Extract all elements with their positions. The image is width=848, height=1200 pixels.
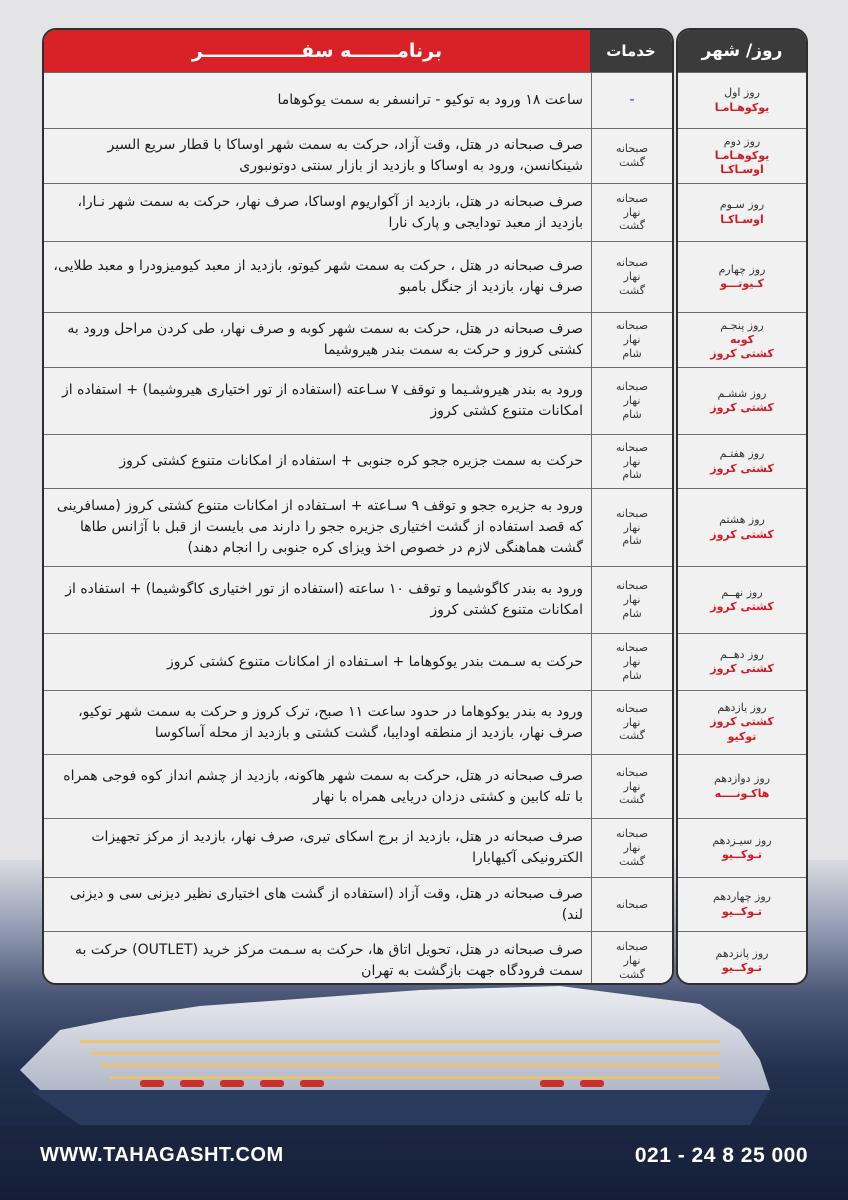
day-city: یوکوهـامـا xyxy=(714,100,770,114)
description-cell xyxy=(44,184,591,241)
day-row xyxy=(678,488,806,566)
phone-number[interactable]: 021 - 24 8 25 000 xyxy=(634,1144,808,1167)
day-row xyxy=(678,312,806,367)
description-cell xyxy=(44,489,591,566)
day-name: روز دوازدهم xyxy=(713,772,771,786)
day-name: روز چهارم xyxy=(718,262,766,276)
day-city: کشتی کروز xyxy=(710,662,774,675)
day-row xyxy=(678,367,806,434)
day-city: تـوکــیو xyxy=(721,848,763,861)
program-row xyxy=(44,367,672,434)
program-row xyxy=(44,72,672,128)
program-row xyxy=(44,633,672,690)
day-city: یوکوهـامـا اوسـاکـا xyxy=(714,148,770,177)
day-city: کوبه کشتی کروز xyxy=(710,332,774,361)
services-cell: صبحانه نهار شام xyxy=(591,634,672,690)
description-cell xyxy=(44,313,591,367)
description-text: صرف صبحانه در هتل، بازدید از آکواریوم اوساکا، صرف نهار، حرکت به سمت شهر نـارا، بازدید از معبد تودایجی و پارک نارا xyxy=(77,193,583,231)
day-row xyxy=(678,931,806,985)
program-row xyxy=(44,488,672,566)
cruise-ship-image xyxy=(0,960,848,1160)
services-cell: - xyxy=(591,73,672,128)
day-name: روز اول xyxy=(724,86,760,100)
day-name: روز سیـزدهم xyxy=(712,833,772,847)
program-header xyxy=(44,30,672,72)
description-cell xyxy=(44,755,591,818)
day-row xyxy=(678,183,806,241)
day-name: روز یازدهم xyxy=(717,701,767,715)
services-cell: صبحانه گشت xyxy=(591,129,672,183)
services-cell: صبحانه نهار گشت xyxy=(591,691,672,754)
services-cell: صبحانه نهار گشت xyxy=(591,755,672,818)
description-cell xyxy=(44,878,591,931)
description-cell xyxy=(44,129,591,183)
description-cell xyxy=(44,567,591,633)
day-row xyxy=(678,434,806,488)
description-text: ورود به بندر کاگوشیما و توقف ۱۰ ساعته (استفاده از تور اختیاری کاگوشیما) + استفاده از امکانات متنوع کشتی کروز xyxy=(65,581,583,618)
description-text: حرکت به سمت جزیره ججو کره جنوبی + استفاده از امکانات متنوع کشتی کروز xyxy=(119,453,583,469)
services-cell: صبحانه xyxy=(591,878,672,931)
day-city: کشتی کروز xyxy=(710,401,774,414)
program-row xyxy=(44,241,672,312)
program-row xyxy=(44,690,672,754)
day-row xyxy=(678,128,806,183)
program-row xyxy=(44,931,672,985)
day-city: کشتی کروز xyxy=(710,527,774,541)
day-row xyxy=(678,241,806,312)
program-table xyxy=(42,28,674,985)
description-text: صرف صبحانه در هتل، حرکت به سمت شهر هاکونه، بازدید از چشم انداز کوه فوجی همراه با تله کابین و کشتی دزدان دریایی همراه با نهار xyxy=(63,767,583,805)
description-cell xyxy=(44,932,591,985)
day-name: روز هفتـم xyxy=(719,447,765,461)
day-name: روز نهــم xyxy=(721,585,763,599)
description-text: صرف صبحانه در هتل، تحویل اتاق ها، حرکت به سـمت مرکز خرید (OUTLET) حرکت به سمت فرودگاه جهت بازگشت به تهران xyxy=(75,942,583,979)
description-text: ورود به جزیره ججو و توقف ۹ سـاعته + اسـتفاده از امکانات متنوع کشتی کروز (مسافرینی که قصد استفاده از گشت اختیاری جزیره ججو را دارند می بایست از قبل با آژانس طاها گشت هماهنگی لازم در خصوص اخذ ویزای کره جنوبی را انجام دهند) xyxy=(56,498,583,556)
description-cell xyxy=(44,435,591,488)
day-name: روز پنجـم xyxy=(720,318,764,332)
description-cell xyxy=(44,73,591,128)
description-cell xyxy=(44,242,591,312)
description-text: ساعت ۱۸ ورود به توکیو - ترانسفر به سمت یوکوهاما xyxy=(277,92,583,108)
day-city: تـوکــیو xyxy=(721,904,763,918)
description-text: صرف صبحانه در هتل، وقت آزاد (استفاده از گشت های اختیاری نظیر دیزنی سی و دیزنی لند) xyxy=(69,885,583,923)
day-city: کـیوتـــو xyxy=(720,277,764,290)
description-text: ورود به بندر هیروشـیما و توقف ۷ سـاعته (استفاده از تور اختیاری هیروشیما) + استفاده از امکانات متنوع کشتی کروز xyxy=(62,382,583,419)
day-city: اوسـاکـا xyxy=(720,212,764,226)
day-city: هاکـونــــه xyxy=(714,786,770,800)
services-cell: صبحانه نهار گشت xyxy=(591,242,672,312)
day-rows xyxy=(678,72,806,985)
services-cell: صبحانه نهار شام xyxy=(591,313,672,367)
description-text: صرف صبحانه در هتل، وقت آزاد، حرکت به سمت شهر اوساکا با قطار سریع السیر شینکانسن، ورود به اوساکا و بازدید از بازار سنتی دوتونبوری xyxy=(107,137,583,174)
day-name: روز سـوم xyxy=(719,198,765,212)
day-row xyxy=(678,633,806,690)
program-title: برنامـــــــه سفـــــــــــــــر xyxy=(44,30,590,72)
services-cell: صبحانه نهار شام xyxy=(591,489,672,566)
program-row xyxy=(44,877,672,931)
program-row xyxy=(44,754,672,818)
program-row xyxy=(44,434,672,488)
day-row xyxy=(678,566,806,633)
services-cell: صبحانه نهار شام xyxy=(591,368,672,434)
description-text: ورود به بندر یوکوهاما در حدود ساعت ۱۱ صبح، ترک کروز و حرکت به سمت شهر توکیو، صرف نهار، بازدید از منطقه اودایبا، گشت کشتی و بازدید از محله آساکوسا xyxy=(78,703,583,741)
day-row xyxy=(678,754,806,818)
day-city: کشتی کروز توکیو xyxy=(710,715,774,743)
description-text: حرکت به سـمت بندر یوکوهاما + اسـتفاده از امکانات متنوع کشتی کروز xyxy=(167,653,583,670)
day-city: کشتی کروز xyxy=(710,461,774,475)
program-row xyxy=(44,128,672,183)
website-link[interactable]: WWW.TAHAGASHT.COM xyxy=(40,1144,284,1166)
program-row xyxy=(44,818,672,877)
description-text: صرف صبحانه در هتل ، حرکت به سمت شهر کیوتو، بازدید از معبد کیومیزودرا و معبد طلایی، صرف نهار، بازدید از جنگل بامبو xyxy=(53,258,583,295)
day-city: تـوکــیو xyxy=(721,961,763,974)
day-city-header: روز/ شهر xyxy=(678,30,806,72)
program-row xyxy=(44,566,672,633)
day-name: روز دهــم xyxy=(720,647,764,661)
day-city: کشتی کروز xyxy=(710,600,774,613)
day-name: روز پانزدهم xyxy=(715,946,769,960)
day-name: روز چهاردهم xyxy=(713,890,771,904)
description-text: صرف صبحانه در هتل، حرکت به سمت شهر کوبه و صرف نهار، طی کردن مراحل ورود به کشتی کروز و حرکت به سمت بندر هیروشیما xyxy=(67,321,583,358)
description-cell xyxy=(44,634,591,690)
services-header: خدمات xyxy=(590,30,672,72)
program-rows xyxy=(44,72,672,985)
day-row xyxy=(678,690,806,754)
days-table xyxy=(676,28,808,985)
description-cell xyxy=(44,819,591,877)
day-name: روز ششـم xyxy=(717,386,767,400)
services-cell: صبحانه نهار شام xyxy=(591,435,672,488)
services-cell: صبحانه نهار گشت xyxy=(591,184,672,241)
day-row xyxy=(678,72,806,128)
program-row xyxy=(44,183,672,241)
day-name: روز دوم xyxy=(723,134,761,148)
services-cell: صبحانه نهار گشت xyxy=(591,932,672,985)
services-cell: صبحانه نهار گشت xyxy=(591,819,672,877)
description-text: صرف صبحانه در هتل، بازدید از برج اسکای تیری، صرف نهار، بازدید از مرکز تجهیزات الکترونیکی آکیهابارا xyxy=(91,829,583,866)
description-cell xyxy=(44,368,591,434)
services-cell: صبحانه نهار شام xyxy=(591,567,672,633)
description-cell xyxy=(44,691,591,754)
day-row xyxy=(678,818,806,877)
day-row xyxy=(678,877,806,931)
program-row xyxy=(44,312,672,367)
day-name: روز هشتم xyxy=(719,513,765,527)
